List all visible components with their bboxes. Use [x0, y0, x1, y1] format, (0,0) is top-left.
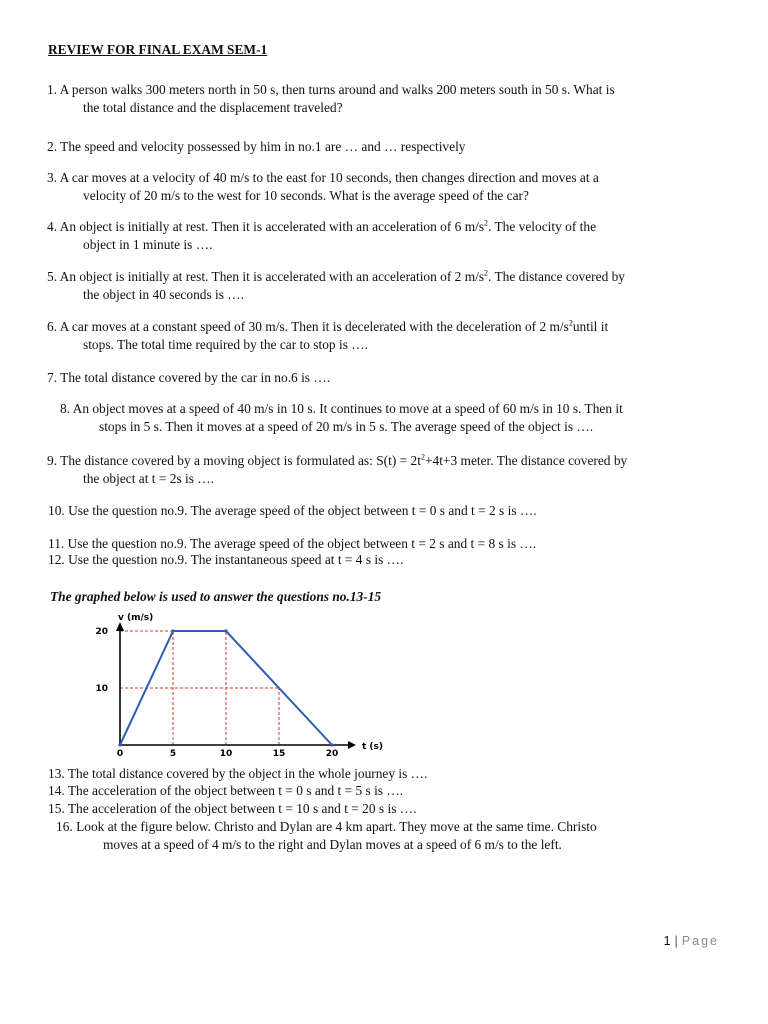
question-line-end: . The velocity of the — [488, 219, 597, 234]
data-point — [171, 629, 174, 632]
question-continuation: the object at t = 2s is …. — [83, 470, 215, 486]
x-axis-arrow — [348, 741, 356, 749]
y-axis-label: v (m/s) — [118, 613, 154, 623]
data-point — [224, 629, 227, 632]
question-line-start: 5. An object is initially at rest. Then it is accelerated with an acceleration of 2 m/s — [47, 269, 485, 284]
question-1 — [47, 81, 727, 116]
question-line: 1. A person walks 300 meters north in 50 s, then turns around and walks 200 meters south in 50 s. What is — [47, 82, 615, 97]
tick-labels — [95, 627, 338, 759]
question-line: 3. A car moves at a velocity of 40 m/s to the east for 10 seconds, then changes direction and moves at a — [47, 170, 599, 185]
x-tick-label: 15 — [272, 749, 286, 759]
superscript: 2 — [484, 268, 489, 278]
question-continuation: stops. The total time required by the car to stop is …. — [83, 336, 368, 352]
question-6 — [47, 318, 727, 353]
question-line: 15. The acceleration of the object between t = 10 s and t = 20 s is …. — [48, 801, 417, 816]
question-8 — [60, 400, 730, 435]
x-tick-label: 5 — [169, 749, 177, 759]
x-axis-label: t (s) — [362, 742, 384, 752]
question-9 — [47, 452, 737, 487]
x-tick-label: 0 — [116, 749, 124, 759]
question-line: 16. Look at the figure below. Christo and Dylan are 4 km apart. They move at the same time. Christo — [56, 819, 597, 834]
page-number: 1 — [663, 934, 671, 948]
data-point — [330, 743, 333, 746]
page-word: Page — [681, 934, 719, 948]
graph-caption: The graphed below is used to answer the questions no.13-15 — [50, 589, 382, 604]
question-continuation: velocity of 20 m/s to the west for 10 seconds. What is the average speed of the car? — [83, 187, 529, 203]
question-line: 13. The total distance covered by the object in the whole journey is …. — [48, 766, 428, 781]
superscript: 2 — [420, 452, 425, 462]
question-16 — [56, 818, 726, 853]
question-13 — [48, 765, 728, 783]
question-line: 7. The total distance covered by the car in no.6 is …. — [47, 370, 331, 385]
page-footer — [664, 934, 719, 948]
question-15 — [48, 800, 728, 818]
question-line: 12. Use the question no.9. The instantaneous speed at t = 4 s is …. — [48, 552, 404, 567]
question-line: 11. Use the question no.9. The average speed of the object between t = 2 s and t = 8 s is …. — [48, 536, 537, 551]
footer-separator: | — [674, 934, 678, 948]
x-tick-label: 10 — [219, 749, 233, 759]
y-tick-label: 20 — [95, 627, 108, 637]
velocity-time-graph — [86, 609, 384, 759]
superscript: 2 — [568, 318, 573, 328]
y-axis-arrow — [116, 622, 124, 631]
question-3 — [47, 169, 727, 204]
question-line: 10. Use the question no.9. The average speed of the object between t = 0 s and t = 2 s is …. — [48, 503, 537, 518]
question-12 — [48, 551, 728, 569]
question-14 — [48, 782, 728, 800]
superscript: 2 — [484, 218, 489, 228]
question-line-end: until it — [572, 319, 609, 334]
question-11 — [48, 535, 728, 553]
question-line: 2. The speed and velocity possessed by him in no.1 are … and … respectively — [47, 139, 466, 154]
question-4 — [47, 218, 727, 253]
question-line-start: 6. A car moves at a constant speed of 30 m/s. Then it is decelerated with the deceleration of 2 m/s — [47, 319, 569, 334]
question-continuation: the total distance and the displacement traveled? — [83, 99, 343, 115]
y-tick-label: 10 — [95, 684, 108, 694]
question-7 — [47, 369, 727, 387]
question-line-start: 9. The distance covered by a moving object is formulated as: S(t) = 2t — [47, 453, 421, 468]
question-line: 14. The acceleration of the object between t = 0 s and t = 5 s is …. — [48, 783, 404, 798]
question-5 — [47, 268, 727, 303]
question-line-end: +4t+3 meter. The distance covered by — [424, 453, 628, 468]
question-continuation: the object in 40 seconds is …. — [83, 286, 245, 302]
page-title: REVIEW FOR FINAL EXAM SEM-1 — [48, 42, 268, 57]
question-continuation: object in 1 minute is …. — [83, 236, 213, 252]
x-tick-label: 20 — [325, 749, 339, 759]
question-continuation: stops in 5 s. Then it moves at a speed of 20 m/s in 5 s. The average speed of the object is …. — [99, 418, 594, 434]
data-point — [118, 743, 121, 746]
question-line: 8. An object moves at a speed of 40 m/s in 10 s. It continues to move at a speed of 60 m/s in 10 s. Then it — [60, 401, 623, 416]
question-continuation: moves at a speed of 4 m/s to the right and Dylan moves at a speed of 6 m/s to the left. — [103, 836, 562, 852]
question-line-start: 4. An object is initially at rest. Then it is accelerated with an acceleration of 6 m/s — [47, 219, 485, 234]
question-10 — [48, 502, 728, 520]
guide-lines — [120, 631, 279, 745]
question-line-end: . The distance covered by — [488, 269, 625, 284]
question-2 — [47, 138, 727, 156]
